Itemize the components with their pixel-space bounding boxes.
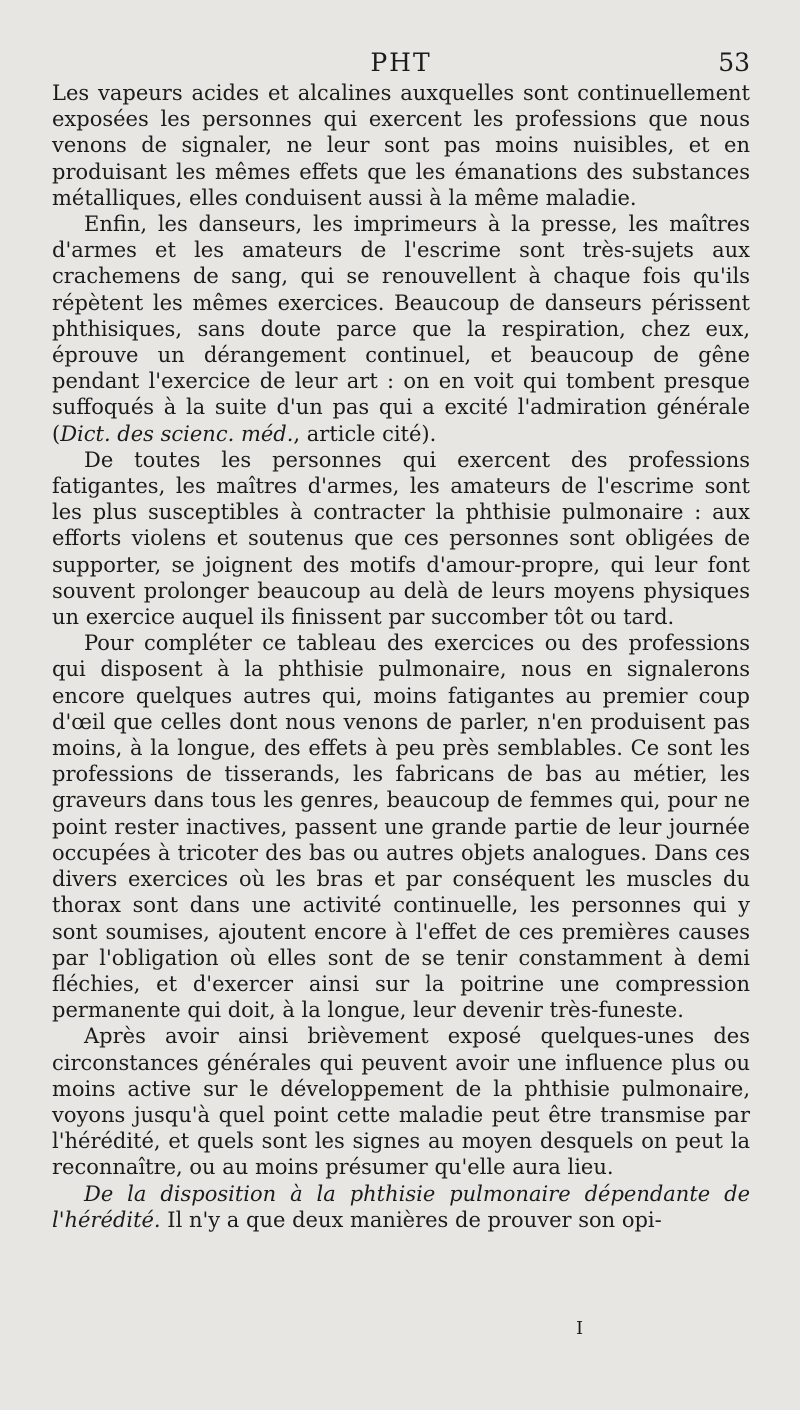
- paragraph-heredite-text: Il n'y a que deux manières de prouver son opi-: [160, 1207, 662, 1232]
- paragraph-danseurs: [52, 211, 750, 447]
- paragraph-danseurs-text: Enfin, les danseurs, les imprimeurs à la presse, les maîtres d'armes et les amateurs de l'escrime sont très-sujets aux crachemens de sang, qui se renouvellent à chaque fois qu'ils répètent les mêmes exercices. Beaucoup de danseurs périssent phthisiques, sans doute parce que la respiration, chez eux, éprouve un dérangement continuel, et beaucoup de gêne pendant l'exercice de leur art : on en voit qui tombent presque suffoqués à la suite d'un pas qui a excité l'admiration générale (: [52, 212, 750, 446]
- page-header: [52, 48, 750, 84]
- paragraph-heredite-intro: Après avoir ainsi brièvement exposé quelques-unes des circonstances générales qui peuvent avoir une influence plus ou moins active sur le développement de la phthisie pulmonaire, voyons jusqu'à quel point cette maladie peut être transmise par l'hérédité, et quels sont les signes au moyen desquels on peut la reconnaître, ou au moins présumer qu'elle aura lieu.: [52, 1024, 750, 1180]
- page-number: 53: [718, 48, 750, 77]
- paragraph-vapeurs: Les vapeurs acides et alcalines auxquelles sont continuellement exposées les personnes qui exercent les professions que nous venons de signaler, ne leur sont pas moins nuisibles, et en produisant les mêmes effets que les émanations des substances métalliques, elles conduisent aussi à la même maladie.: [52, 81, 750, 210]
- paragraph-heredite: [52, 1181, 750, 1233]
- paragraph-danseurs-end: , article cité).: [293, 421, 437, 446]
- signature-mark: I: [576, 1318, 584, 1339]
- paragraph-tisserands: Pour compléter ce tableau des exercices ou des professions qui disposent à la phthisie pulmonaire, nous en signalerons encore quelques autres qui, moins fatigantes au premier coup d'œil que celles dont nous venons de parler, n'en produisent pas moins, à la longue, des effets à peu près semblables. Ce sont les professions de tisserands, les fabricans de bas au métier, les graveurs dans tous les genres, beaucoup de femmes qui, pour ne point rester inactives, passent une grande partie de leur journée occupées à tricoter des bas ou autres objets analogues. Dans ces divers exercices où les bras et par conséquent les muscles du thorax sont dans une activité continuelle, les personnes qui y sont soumises, ajoutent encore à l'effet de ces premières causes par l'obligation où elles sont de se tenir constamment à demi fléchies, et d'exercer ainsi sur la poitrine une compression permanente qui doit, à la longue, leur devenir très-funeste.: [52, 631, 750, 1023]
- paragraph-escrime: De toutes les personnes qui exercent des professions fatigantes, les maîtres d'armes, les amateurs de l'escrime sont les plus susceptibles à contracter la phthisie pulmonaire : aux efforts violens et soutenus que ces personnes sont obligées de supporter, se joignent des motifs d'amour-propre, qui leur font souvent prolonger beaucoup au delà de leurs moyens physiques un exercice auquel ils finissent par succomber tôt ou tard.: [52, 447, 750, 630]
- running-head: PHT: [370, 48, 432, 77]
- citation-dictionnaire: Dict. des scienc. méd.: [60, 421, 294, 446]
- body-text: [52, 80, 750, 1233]
- section-heading-heredite: De la disposition à la phthisie pulmonaire dépendante de l'hérédité.: [52, 1181, 750, 1232]
